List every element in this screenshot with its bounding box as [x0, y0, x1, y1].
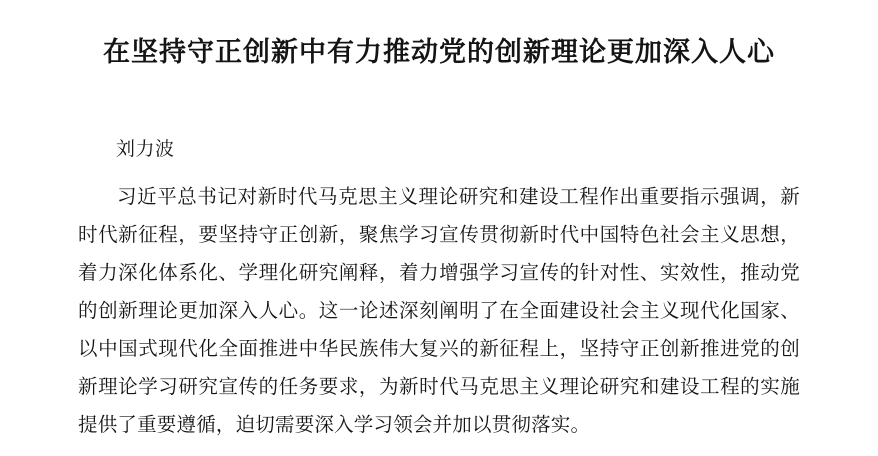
- paragraph-1: 习近平总书记对新时代马克思主义理论研究和建设工程作出重要指示强调，新时代新征程，要坚持守正创新，聚焦学习宣传贯彻新时代中国特色社会主义思想，着力深化体系化、学理化研究阐释，着力增强学习宣传的针对性、实效性，推动党的创新理论更加深入人心。这一论述深刻阐明了在全面建设社会主义现代化国家、以中国式现代化全面推进中华民族伟大复兴的新征程上，坚持守正创新推进党的创新理论学习研究宣传的任务要求，为新时代马克思主义理论研究和建设工程的实施提供了重要遵循，迫切需要深入学习领会并加以贯彻落实。: [78, 185, 800, 437]
- page-title: 在坚持守正创新中有力推动党的创新理论更加深入人心: [103, 37, 775, 68]
- article-body: [0, 72, 878, 445]
- author-name: 刘力波: [116, 137, 175, 160]
